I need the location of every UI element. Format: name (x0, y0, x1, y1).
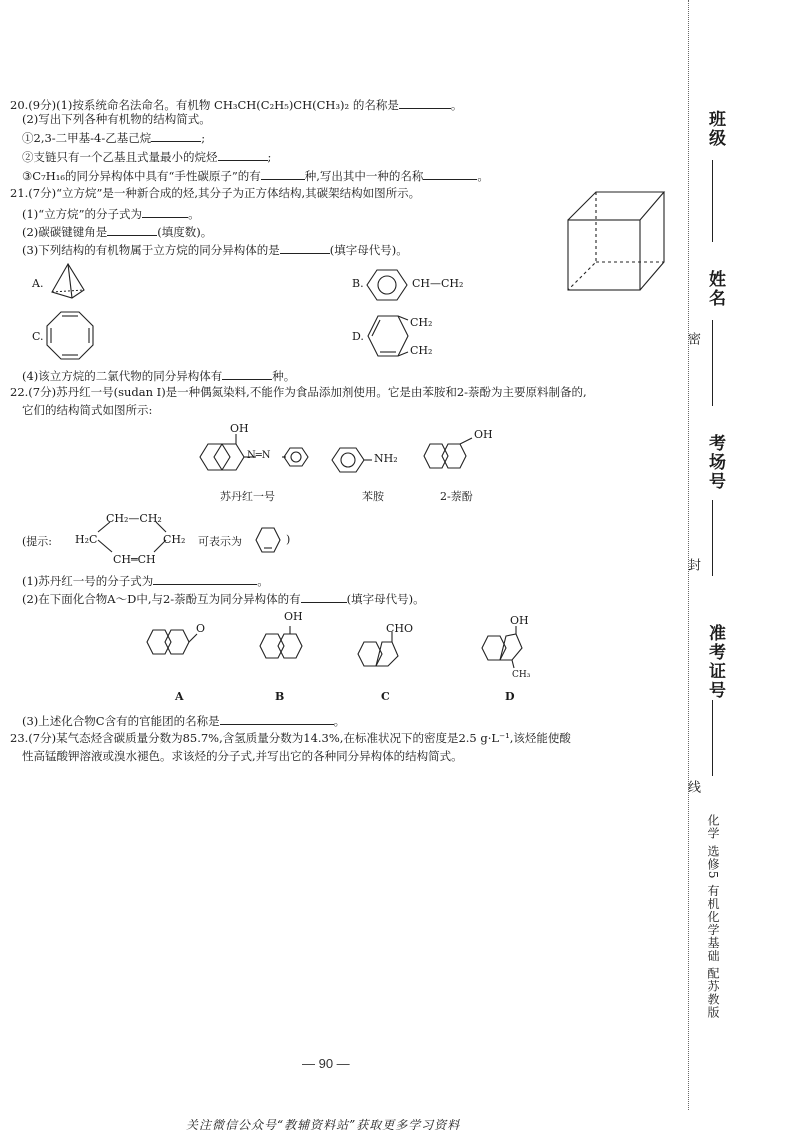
q21-line1: 21.(7分)“立方烷”是一种新合成的烃,其分子为正方体结构,其碳架结构如图所示。 (10, 186, 421, 200)
azo-group-label: N═N (247, 450, 271, 461)
q20-blank-4[interactable] (261, 167, 305, 180)
q21-blank-2[interactable] (107, 223, 157, 236)
class-field-line[interactable] (712, 160, 713, 242)
aniline-name: 苯胺 (362, 490, 384, 503)
seal-mark-feng: 封 (685, 558, 700, 571)
naphthol-oh-label: OH (474, 428, 493, 441)
q20-line2: (2)写出下列各种有机物的结构简式。 (22, 112, 211, 126)
compound-c-cho: CHO (386, 622, 414, 635)
q23-line2: 性高锰酸钾溶液或溴水褪色。求该烃的分子式,并写出它的各种同分异构体的结构简式。 (22, 749, 463, 763)
seal-mark-xian: 线 (685, 780, 700, 793)
q22-blank-2[interactable] (301, 590, 347, 603)
compound-a-label: A (175, 690, 184, 703)
compound-a-o: O (196, 622, 206, 635)
ticket-field-label: 准考证号 (705, 624, 725, 700)
q20-line4: ②支链只有一个乙基且式量最小的烷烃 ; (22, 150, 272, 164)
subject-label: 化学 选修5 有机化学基础 配苏教版 (706, 814, 720, 1020)
room-field-line[interactable] (712, 500, 713, 576)
hint-close: ) (286, 533, 291, 546)
q21-blank-1[interactable] (142, 205, 188, 218)
compound-c-structure (354, 632, 414, 676)
option-b-benzene-ring (366, 268, 410, 302)
option-a-label: A. (32, 277, 44, 290)
q20-line5: ③C₇H₁₆的同分异构体中具有“手性碳原子”的有 种,写出其中一种的名称 。 (22, 169, 489, 183)
q21-line4: (3)下列结构的有机物属于立方烷的同分异构体的是 (填字母代号)。 (22, 243, 408, 257)
compound-d-oh: OH (510, 614, 529, 627)
q22-line3: (1)苏丹红一号的分子式为 。 (22, 574, 269, 588)
compound-c-label: C (381, 690, 390, 703)
option-d-benzocyclobutene (366, 314, 410, 362)
option-c-label: C. (32, 330, 44, 343)
sudan-oh-label: OH (230, 422, 249, 435)
compound-d-ch3: CH₃ (512, 670, 531, 680)
compound-d-label: D (505, 690, 515, 703)
option-d-ch2-top: CH₂ (410, 316, 433, 329)
hint-open: (提示: (22, 535, 52, 548)
q21-blank-4[interactable] (222, 367, 272, 380)
class-field-label: 班级 (705, 110, 725, 148)
q22-line2: 它们的结构简式如图所示: (22, 403, 153, 417)
option-c-cyclooctatetraene (44, 310, 96, 362)
q22-line4: (2)在下面化合物A～D中,与2-萘酚互为同分异构体的有 (填字母代号)。 (22, 592, 425, 606)
ticket-field-line[interactable] (712, 700, 713, 776)
aniline-nh2-label: NH₂ (374, 452, 398, 465)
hint-mid: 可表示为 (198, 535, 242, 548)
aniline-ring (330, 446, 370, 474)
q23-line1: 23.(7分)某气态烃含碳质量分数为85.7%,含氢质量分数为14.3%,在标准状况下的密度是2.5 g·L⁻¹,该烃能使酸 (10, 731, 571, 745)
q20-blank-1[interactable] (399, 96, 451, 109)
q21-line2: (1)“立方烷”的分子式为 。 (22, 207, 200, 221)
q20-blank-5[interactable] (423, 167, 477, 180)
compound-b-label: B (275, 690, 285, 703)
room-field-label: 考场号 (705, 434, 725, 491)
q20-line3: ①2,3-二甲基-4-乙基己烷 ; (22, 131, 206, 145)
q20-blank-2[interactable] (151, 129, 201, 142)
sidebar-dotted-border (688, 0, 689, 1110)
q21-line5: (4)该立方烷的二氯代物的同分异构体有 种。 (22, 369, 296, 383)
option-d-label: D. (352, 330, 364, 343)
cubane-figure (560, 188, 672, 294)
page-number: — 90 — (302, 1056, 350, 1071)
q20-line1: 20.(9分)(1)按系统命名法命名。有机物 CH₃CH(C₂H₅)CH(CH₃)₂ 的名称是 。 (10, 98, 463, 112)
name-field-line[interactable] (712, 320, 713, 406)
sudan-i-name: 苏丹红一号 (220, 490, 275, 503)
hint-top: CH₂—CH₂ (106, 512, 162, 525)
naphthol-name: 2-萘酚 (440, 490, 473, 503)
seal-mark-mi: 密 (685, 332, 700, 345)
compound-b-oh: OH (284, 610, 303, 623)
hint-bonds (92, 520, 172, 560)
hint-bottom: CH═CH (113, 553, 156, 566)
footer-note: 关注微信公众号“教辅资料站”获取更多学习资料 (186, 1118, 461, 1132)
hint-cyclohexene (254, 526, 284, 554)
option-b-label: B. (352, 277, 364, 290)
option-b-vinyl-group: CH—CH₂ (412, 277, 464, 290)
option-d-ch2-bottom: CH₂ (410, 344, 433, 357)
option-a-tetrahedrane-structure (48, 262, 88, 300)
naphthol-structure (420, 438, 490, 474)
hint-h2c: H₂C (75, 533, 98, 546)
hint-ch2: CH₂ (163, 533, 186, 546)
compound-d-structure (478, 624, 538, 672)
q22-blank-1[interactable] (153, 572, 257, 585)
q21-blank-3[interactable] (280, 241, 330, 254)
q22-blank-3[interactable] (220, 712, 334, 725)
q22-line1: 22.(7分)苏丹红一号(sudan Ⅰ)是一种偶氮染料,不能作为食品添加剂使用。它是由苯胺和2-萘酚为主要原料制备的, (10, 385, 587, 399)
name-field-label: 姓名 (705, 270, 725, 308)
compound-b-structure (256, 624, 316, 668)
q22-line5: (3)上述化合物C含有的官能团的名称是 。 (22, 714, 346, 728)
q20-blank-3[interactable] (218, 148, 268, 161)
q21-line3: (2)碳碳键键角是 (填度数)。 (22, 225, 213, 239)
